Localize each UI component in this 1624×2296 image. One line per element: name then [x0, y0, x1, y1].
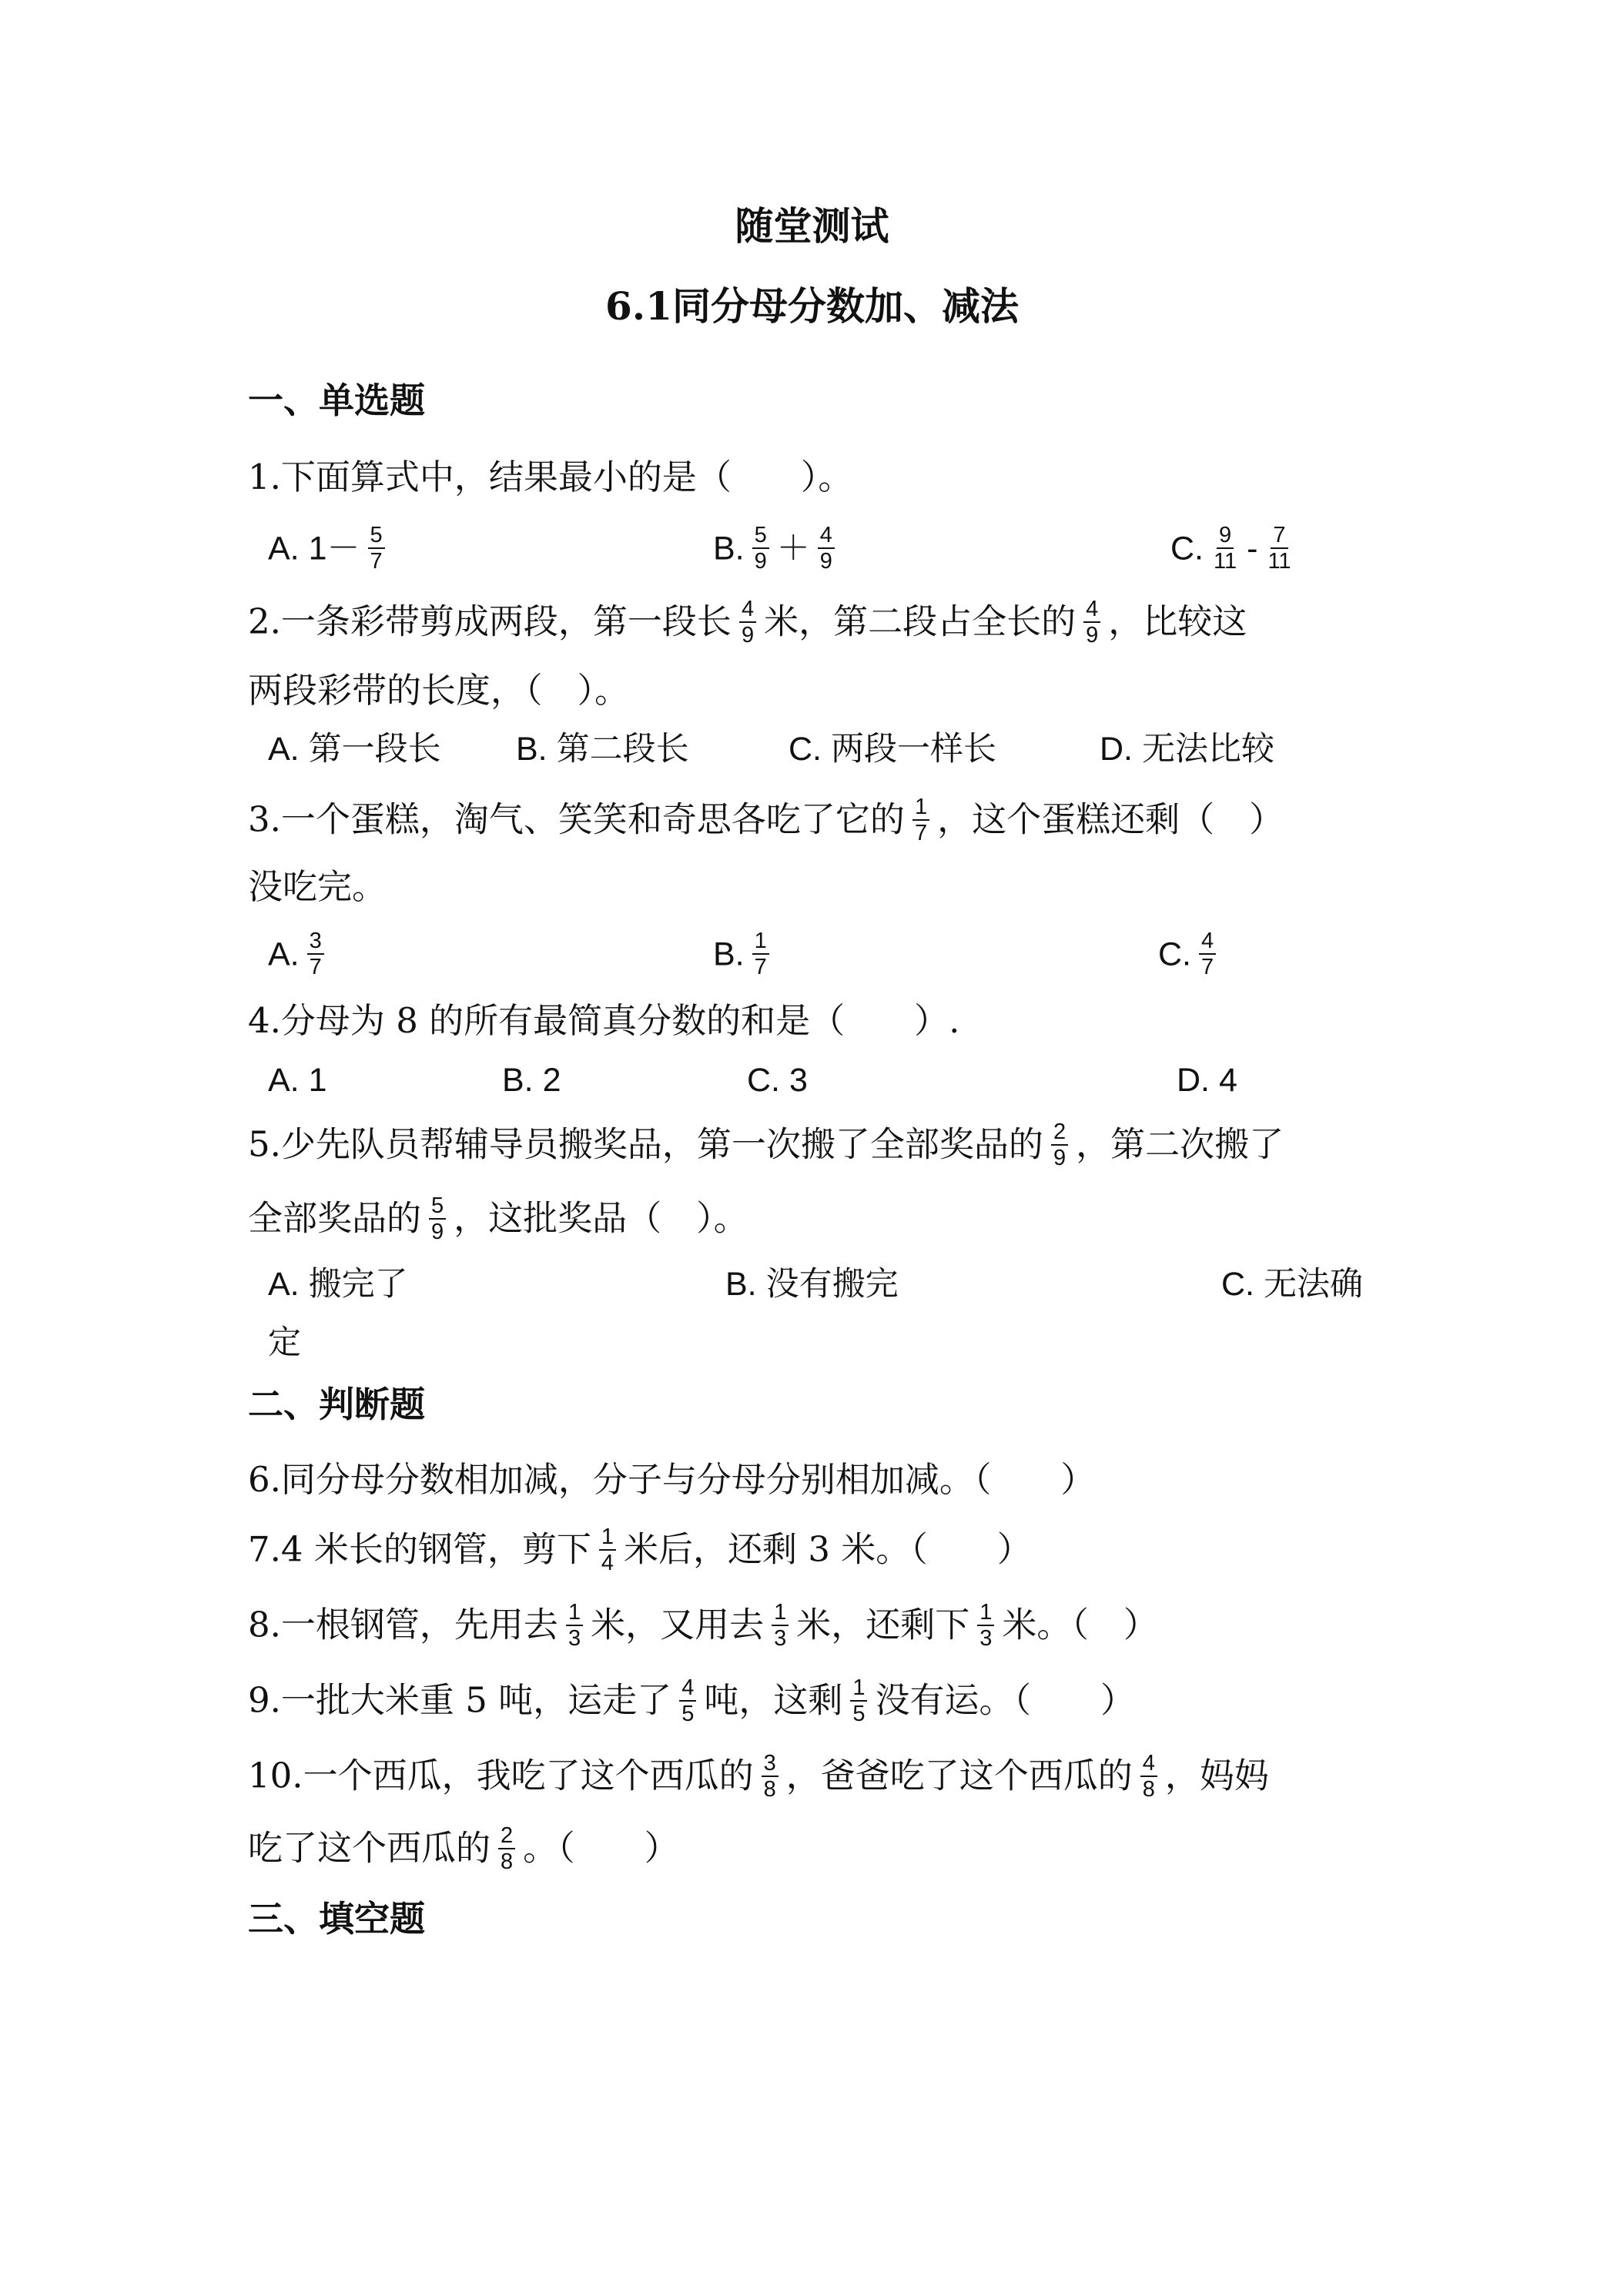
- fraction: $\frac{1}{5}$: [850, 1676, 867, 1725]
- page-title: 随堂测试: [735, 203, 889, 249]
- question-3: 3.一个蛋糕，淘气、笑笑和奇思各吃了它的 $\frac{1}{7}$ ，这个蛋糕还剩（ ）: [248, 795, 1284, 845]
- fraction: $\frac{9}{11}$: [1214, 523, 1237, 574]
- q3-option-b: B. $\frac{1}{7}$: [713, 932, 777, 981]
- fraction: $\frac{1}{3}$: [772, 1601, 789, 1650]
- q5-option-a: A. 搬完了: [268, 1266, 408, 1303]
- question-1: 1.下面算式中，结果最小的是（ ）。: [248, 457, 853, 497]
- q1-option-b: B. $\frac{5}{9}$ ＋ $\frac{4}{9}$: [713, 526, 842, 575]
- fraction: $\frac{5}{9}$: [752, 524, 769, 573]
- fraction: $\frac{5}{7}$: [368, 524, 385, 573]
- q4-option-d: D. 4: [1177, 1062, 1237, 1099]
- question-5-line-2: 全部奖品的 $\frac{5}{9}$ ，这批奖品（ ）。: [248, 1193, 748, 1244]
- q4-option-c: C. 3: [747, 1062, 808, 1099]
- question-8: 8.一根钢管，先用去 $\frac{1}{3}$ 米，又用去 $\frac{1}{3}$ 米，还剩下 $\frac{1}{3}$ 米。（ ）: [248, 1600, 1158, 1651]
- fraction: $\frac{7}{11}$: [1267, 523, 1291, 574]
- fraction: $\frac{3}{7}$: [307, 929, 324, 979]
- fraction: $\frac{5}{9}$: [429, 1194, 446, 1243]
- question-9: 9.一批大米重 5 吨，运走了 $\frac{4}{5}$ 吨，这剩 $\frac{1}{5}$ 没有运。（ ）: [248, 1675, 1135, 1726]
- section-heading-fill-in: 三、填空题: [248, 1898, 425, 1940]
- section-heading-true-false: 二、判断题: [248, 1384, 425, 1425]
- fraction: $\frac{2}{9}$: [1051, 1120, 1068, 1170]
- q1-option-c: C. $\frac{9}{11}$ - $\frac{7}{11}$: [1170, 526, 1301, 575]
- fraction: $\frac{4}{8}$: [1140, 1752, 1157, 1801]
- question-7: 7.4 米长的钢管，剪下 $\frac{1}{4}$ 米后，还剩 3 米。（ ）: [248, 1525, 1032, 1575]
- fraction: $\frac{1}{3}$: [566, 1601, 583, 1650]
- question-6: 6.同分母分数相加减，分子与分母分别相加减。（ ）: [248, 1459, 1096, 1500]
- q1-option-a: A. 1－ $\frac{5}{7}$: [268, 526, 393, 575]
- question-2: 2.一条彩带剪成两段，第一段长 $\frac{4}{9}$ 米，第二段占全长的 $\frac{4}{9}$ ，比较这: [248, 597, 1247, 648]
- q2-option-b: B. 第二段长: [516, 731, 689, 768]
- question-10: 10.一个西瓜，我吃了这个西瓜的 $\frac{3}{8}$ ，爸爸吃了这个西瓜的 $\frac{4}{8}$ ，妈妈: [248, 1751, 1269, 1802]
- fraction: $\frac{4}{9}$: [818, 524, 835, 573]
- q5-option-c: C. 无法确: [1221, 1266, 1363, 1303]
- q3-option-a: A. $\frac{3}{7}$: [268, 932, 332, 981]
- fraction: $\frac{4}{7}$: [1199, 929, 1216, 979]
- fraction: $\frac{1}{7}$: [752, 929, 769, 979]
- q5-option-c-continued: 定: [268, 1324, 301, 1361]
- question-2-line-2: 两段彩带的长度，（ ）。: [248, 670, 630, 711]
- fraction: $\frac{4}{9}$: [1083, 597, 1100, 647]
- fraction: $\frac{2}{8}$: [498, 1824, 515, 1873]
- fraction: $\frac{1}{4}$: [599, 1525, 616, 1575]
- q4-option-a: A. 1: [268, 1062, 327, 1099]
- q2-option-d: D. 无法比较: [1100, 731, 1274, 768]
- q2-option-a: A. 第一段长: [268, 731, 441, 768]
- fraction: $\frac{1}{7}$: [912, 795, 929, 845]
- question-5: 5.少先队员帮辅导员搬奖品，第一次搬了全部奖品的 $\frac{2}{9}$ ，第二次搬了: [248, 1120, 1284, 1170]
- question-3-line-2: 没吃完。: [248, 866, 387, 907]
- q2-option-c: C. 两段一样长: [789, 731, 996, 768]
- section-heading-single-choice: 一、单选题: [248, 380, 425, 421]
- question-10-line-2: 吃了这个西瓜的 $\frac{2}{8}$ 。（ ）: [248, 1823, 679, 1874]
- question-4: 4.分母为 8 的所有最简真分数的和是（ ）.: [248, 1000, 960, 1041]
- fraction: $\frac{4}{9}$: [739, 597, 756, 647]
- page-subtitle: 6.1同分母分数加、减法: [605, 283, 1019, 329]
- q5-option-b: B. 没有搬完: [725, 1266, 899, 1303]
- fraction: $\frac{1}{3}$: [977, 1601, 994, 1650]
- q3-option-c: C. $\frac{4}{7}$: [1158, 932, 1224, 981]
- q4-option-b: B. 2: [502, 1062, 561, 1099]
- fraction: $\frac{4}{5}$: [679, 1676, 696, 1725]
- fraction: $\frac{3}{8}$: [762, 1752, 779, 1801]
